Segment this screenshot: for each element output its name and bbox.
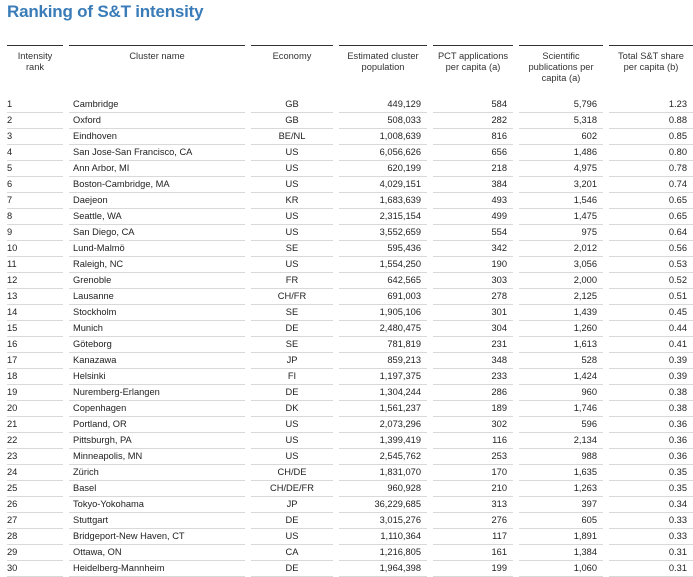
cell-economy: US [248, 529, 336, 545]
cell-pct-applications: 233 [430, 369, 516, 385]
cell-economy: JP [248, 497, 336, 513]
cell-scientific-publications: 2,134 [516, 433, 606, 449]
cell-cluster-name: Tokyo-Yokohama [66, 497, 248, 513]
cell-cluster-name: Nuremberg-Erlangen [66, 385, 248, 401]
cell-pct-applications: 304 [430, 321, 516, 337]
cell-population: 1,683,639 [336, 193, 430, 209]
header-intensity-rank: Intensity rank [7, 46, 66, 94]
cell-rank: 25 [7, 481, 66, 497]
cell-economy: US [248, 209, 336, 225]
cell-economy: JP [248, 353, 336, 369]
header-scientific-publications: Scientific publications per capita (a) [516, 46, 606, 94]
cell-population: 36,229,685 [336, 497, 430, 513]
header-cluster-name: Cluster name [66, 46, 248, 94]
cell-pct-applications: 170 [430, 465, 516, 481]
cell-rank: 10 [7, 241, 66, 257]
cell-economy: GB [248, 93, 336, 113]
cell-pct-applications: 499 [430, 209, 516, 225]
cell-rank: 17 [7, 353, 66, 369]
cell-pct-applications: 816 [430, 129, 516, 145]
cell-economy: US [248, 449, 336, 465]
cell-rank: 19 [7, 385, 66, 401]
cell-scientific-publications: 5,318 [516, 113, 606, 129]
cell-cluster-name: Zürich [66, 465, 248, 481]
table-row [7, 145, 693, 161]
cell-cluster-name: Pittsburgh, PA [66, 433, 248, 449]
table-row [7, 129, 693, 145]
cell-scientific-publications: 3,201 [516, 177, 606, 193]
cell-cluster-name: Lausanne [66, 289, 248, 305]
cell-cluster-name: Basel [66, 481, 248, 497]
cell-population: 642,565 [336, 273, 430, 289]
cell-population: 508,033 [336, 113, 430, 129]
cell-population: 1,905,106 [336, 305, 430, 321]
cell-scientific-publications: 1,439 [516, 305, 606, 321]
cell-rank: 8 [7, 209, 66, 225]
cell-pct-applications: 348 [430, 353, 516, 369]
cell-economy: DE [248, 561, 336, 577]
cell-population: 2,480,475 [336, 321, 430, 337]
cell-pct-applications: 278 [430, 289, 516, 305]
cell-economy: CH/DE [248, 465, 336, 481]
cell-st-share: 0.36 [606, 449, 693, 465]
cell-scientific-publications: 5,796 [516, 93, 606, 113]
table-row [7, 209, 693, 225]
cell-scientific-publications: 1,475 [516, 209, 606, 225]
cell-rank: 6 [7, 177, 66, 193]
cell-cluster-name: Munich [66, 321, 248, 337]
cell-pct-applications: 342 [430, 241, 516, 257]
table-row [7, 449, 693, 465]
cell-pct-applications: 493 [430, 193, 516, 209]
cell-st-share: 0.80 [606, 145, 693, 161]
cell-cluster-name: Lund-Malmö [66, 241, 248, 257]
cell-population: 4,029,151 [336, 177, 430, 193]
cell-st-share: 0.52 [606, 273, 693, 289]
cell-cluster-name: Ann Arbor, MI [66, 161, 248, 177]
cell-population: 781,819 [336, 337, 430, 353]
cell-cluster-name: San Diego, CA [66, 225, 248, 241]
cell-rank: 15 [7, 321, 66, 337]
cell-scientific-publications: 1,424 [516, 369, 606, 385]
cell-st-share: 0.51 [606, 289, 693, 305]
cell-st-share: 0.31 [606, 561, 693, 577]
table-header-row [7, 46, 693, 94]
cell-pct-applications: 313 [430, 497, 516, 513]
cell-pct-applications: 189 [430, 401, 516, 417]
cell-population: 1,008,639 [336, 129, 430, 145]
cell-pct-applications: 584 [430, 93, 516, 113]
cell-scientific-publications: 4,975 [516, 161, 606, 177]
cell-cluster-name: Copenhagen [66, 401, 248, 417]
cell-pct-applications: 302 [430, 417, 516, 433]
cell-rank: 30 [7, 561, 66, 577]
cell-economy: GB [248, 113, 336, 129]
table-row [7, 417, 693, 433]
cell-population: 1,216,805 [336, 545, 430, 561]
cell-rank: 23 [7, 449, 66, 465]
cell-population: 1,964,398 [336, 561, 430, 577]
cell-scientific-publications: 596 [516, 417, 606, 433]
cell-scientific-publications: 988 [516, 449, 606, 465]
cell-scientific-publications: 2,000 [516, 273, 606, 289]
cell-population: 1,554,250 [336, 257, 430, 273]
cell-population: 449,129 [336, 93, 430, 113]
cell-pct-applications: 384 [430, 177, 516, 193]
cell-population: 2,073,296 [336, 417, 430, 433]
cell-scientific-publications: 1,384 [516, 545, 606, 561]
table-row [7, 385, 693, 401]
cell-rank: 4 [7, 145, 66, 161]
cell-rank: 16 [7, 337, 66, 353]
table-row [7, 369, 693, 385]
table-row [7, 497, 693, 513]
cell-scientific-publications: 1,486 [516, 145, 606, 161]
cell-rank: 14 [7, 305, 66, 321]
cell-rank: 9 [7, 225, 66, 241]
cell-st-share: 0.78 [606, 161, 693, 177]
cell-cluster-name: Boston-Cambridge, MA [66, 177, 248, 193]
cell-st-share: 0.53 [606, 257, 693, 273]
cell-economy: US [248, 161, 336, 177]
table-row [7, 193, 693, 209]
cell-rank: 12 [7, 273, 66, 289]
cell-cluster-name: Raleigh, NC [66, 257, 248, 273]
cell-rank: 11 [7, 257, 66, 273]
cell-pct-applications: 286 [430, 385, 516, 401]
cell-cluster-name: Stuttgart [66, 513, 248, 529]
cell-rank: 18 [7, 369, 66, 385]
cell-economy: KR [248, 193, 336, 209]
cell-rank: 27 [7, 513, 66, 529]
cell-economy: SE [248, 241, 336, 257]
table-row [7, 561, 693, 577]
cell-scientific-publications: 528 [516, 353, 606, 369]
cell-population: 960,928 [336, 481, 430, 497]
table-row [7, 113, 693, 129]
cell-pct-applications: 218 [430, 161, 516, 177]
cell-rank: 7 [7, 193, 66, 209]
cell-scientific-publications: 397 [516, 497, 606, 513]
cell-rank: 21 [7, 417, 66, 433]
cell-st-share: 0.31 [606, 545, 693, 561]
header-pct-applications: PCT applications per capita (a) [430, 46, 516, 94]
cell-st-share: 0.33 [606, 513, 693, 529]
table-row [7, 257, 693, 273]
cell-cluster-name: Stockholm [66, 305, 248, 321]
table-row [7, 93, 693, 113]
cell-st-share: 0.38 [606, 385, 693, 401]
header-population: Estimated cluster population [336, 46, 430, 94]
cell-cluster-name: Grenoble [66, 273, 248, 289]
cell-rank: 3 [7, 129, 66, 145]
cell-cluster-name: San Jose-San Francisco, CA [66, 145, 248, 161]
cell-cluster-name: Daejeon [66, 193, 248, 209]
cell-population: 1,561,237 [336, 401, 430, 417]
cell-rank: 22 [7, 433, 66, 449]
cell-population: 1,110,364 [336, 529, 430, 545]
table-row [7, 289, 693, 305]
cell-scientific-publications: 605 [516, 513, 606, 529]
table-row [7, 273, 693, 289]
cell-population: 6,056,626 [336, 145, 430, 161]
cell-cluster-name: Helsinki [66, 369, 248, 385]
cell-scientific-publications: 602 [516, 129, 606, 145]
cell-population: 1,831,070 [336, 465, 430, 481]
cell-st-share: 0.64 [606, 225, 693, 241]
ranking-table [7, 45, 693, 577]
cell-st-share: 0.65 [606, 209, 693, 225]
cell-st-share: 0.38 [606, 401, 693, 417]
cell-scientific-publications: 1,635 [516, 465, 606, 481]
cell-scientific-publications: 975 [516, 225, 606, 241]
cell-economy: CA [248, 545, 336, 561]
table-row [7, 321, 693, 337]
cell-pct-applications: 303 [430, 273, 516, 289]
cell-pct-applications: 190 [430, 257, 516, 273]
cell-st-share: 0.35 [606, 481, 693, 497]
cell-cluster-name: Cambridge [66, 93, 248, 113]
cell-population: 1,197,375 [336, 369, 430, 385]
cell-st-share: 0.56 [606, 241, 693, 257]
cell-st-share: 0.41 [606, 337, 693, 353]
cell-economy: CH/DE/FR [248, 481, 336, 497]
cell-st-share: 0.44 [606, 321, 693, 337]
table-row [7, 465, 693, 481]
cell-pct-applications: 161 [430, 545, 516, 561]
cell-pct-applications: 231 [430, 337, 516, 353]
cell-cluster-name: Eindhoven [66, 129, 248, 145]
cell-population: 2,315,154 [336, 209, 430, 225]
cell-cluster-name: Kanazawa [66, 353, 248, 369]
cell-st-share: 0.74 [606, 177, 693, 193]
cell-cluster-name: Bridgeport-New Haven, CT [66, 529, 248, 545]
cell-scientific-publications: 960 [516, 385, 606, 401]
table-row [7, 401, 693, 417]
cell-economy: DE [248, 513, 336, 529]
cell-st-share: 0.85 [606, 129, 693, 145]
table-row [7, 529, 693, 545]
cell-pct-applications: 116 [430, 433, 516, 449]
cell-st-share: 1.23 [606, 93, 693, 113]
cell-rank: 13 [7, 289, 66, 305]
cell-cluster-name: Minneapolis, MN [66, 449, 248, 465]
cell-pct-applications: 282 [430, 113, 516, 129]
cell-economy: CH/FR [248, 289, 336, 305]
cell-st-share: 0.39 [606, 353, 693, 369]
cell-economy: DE [248, 321, 336, 337]
cell-cluster-name: Oxford [66, 113, 248, 129]
cell-population: 3,552,659 [336, 225, 430, 241]
cell-scientific-publications: 2,012 [516, 241, 606, 257]
table-row [7, 225, 693, 241]
cell-st-share: 0.36 [606, 417, 693, 433]
cell-pct-applications: 656 [430, 145, 516, 161]
cell-cluster-name: Göteborg [66, 337, 248, 353]
cell-st-share: 0.88 [606, 113, 693, 129]
cell-cluster-name: Seattle, WA [66, 209, 248, 225]
cell-rank: 5 [7, 161, 66, 177]
cell-pct-applications: 276 [430, 513, 516, 529]
cell-pct-applications: 210 [430, 481, 516, 497]
cell-pct-applications: 253 [430, 449, 516, 465]
cell-economy: US [248, 257, 336, 273]
cell-population: 1,399,419 [336, 433, 430, 449]
cell-economy: SE [248, 305, 336, 321]
cell-economy: SE [248, 337, 336, 353]
table-row [7, 481, 693, 497]
table-row [7, 241, 693, 257]
cell-population: 595,436 [336, 241, 430, 257]
cell-pct-applications: 199 [430, 561, 516, 577]
header-economy: Economy [248, 46, 336, 94]
header-st-share: Total S&T share per capita (b) [606, 46, 693, 94]
cell-economy: US [248, 417, 336, 433]
cell-population: 859,213 [336, 353, 430, 369]
cell-scientific-publications: 1,546 [516, 193, 606, 209]
cell-economy: US [248, 177, 336, 193]
cell-economy: US [248, 145, 336, 161]
table-row [7, 545, 693, 561]
table-row [7, 433, 693, 449]
cell-scientific-publications: 1,613 [516, 337, 606, 353]
table-row [7, 513, 693, 529]
cell-scientific-publications: 1,260 [516, 321, 606, 337]
cell-cluster-name: Portland, OR [66, 417, 248, 433]
cell-cluster-name: Heidelberg-Mannheim [66, 561, 248, 577]
cell-st-share: 0.34 [606, 497, 693, 513]
cell-scientific-publications: 1,060 [516, 561, 606, 577]
cell-st-share: 0.39 [606, 369, 693, 385]
cell-population: 1,304,244 [336, 385, 430, 401]
cell-rank: 24 [7, 465, 66, 481]
cell-population: 620,199 [336, 161, 430, 177]
cell-rank: 28 [7, 529, 66, 545]
cell-scientific-publications: 3,056 [516, 257, 606, 273]
cell-pct-applications: 117 [430, 529, 516, 545]
cell-economy: US [248, 225, 336, 241]
cell-st-share: 0.45 [606, 305, 693, 321]
cell-population: 691,003 [336, 289, 430, 305]
cell-rank: 1 [7, 93, 66, 113]
cell-economy: FI [248, 369, 336, 385]
cell-economy: BE/NL [248, 129, 336, 145]
table-row [7, 177, 693, 193]
cell-pct-applications: 554 [430, 225, 516, 241]
cell-economy: FR [248, 273, 336, 289]
cell-rank: 29 [7, 545, 66, 561]
cell-economy: DK [248, 401, 336, 417]
cell-st-share: 0.33 [606, 529, 693, 545]
table-row [7, 161, 693, 177]
cell-scientific-publications: 1,891 [516, 529, 606, 545]
cell-economy: US [248, 433, 336, 449]
cell-rank: 20 [7, 401, 66, 417]
cell-population: 3,015,276 [336, 513, 430, 529]
cell-st-share: 0.35 [606, 465, 693, 481]
cell-cluster-name: Ottawa, ON [66, 545, 248, 561]
cell-scientific-publications: 1,263 [516, 481, 606, 497]
table-row [7, 305, 693, 321]
cell-scientific-publications: 1,746 [516, 401, 606, 417]
page-title: Ranking of S&T intensity [7, 2, 204, 21]
cell-st-share: 0.65 [606, 193, 693, 209]
table-row [7, 337, 693, 353]
cell-population: 2,545,762 [336, 449, 430, 465]
table-body [7, 93, 693, 577]
cell-rank: 2 [7, 113, 66, 129]
table-row [7, 353, 693, 369]
cell-economy: DE [248, 385, 336, 401]
cell-st-share: 0.36 [606, 433, 693, 449]
cell-scientific-publications: 2,125 [516, 289, 606, 305]
cell-rank: 26 [7, 497, 66, 513]
cell-pct-applications: 301 [430, 305, 516, 321]
